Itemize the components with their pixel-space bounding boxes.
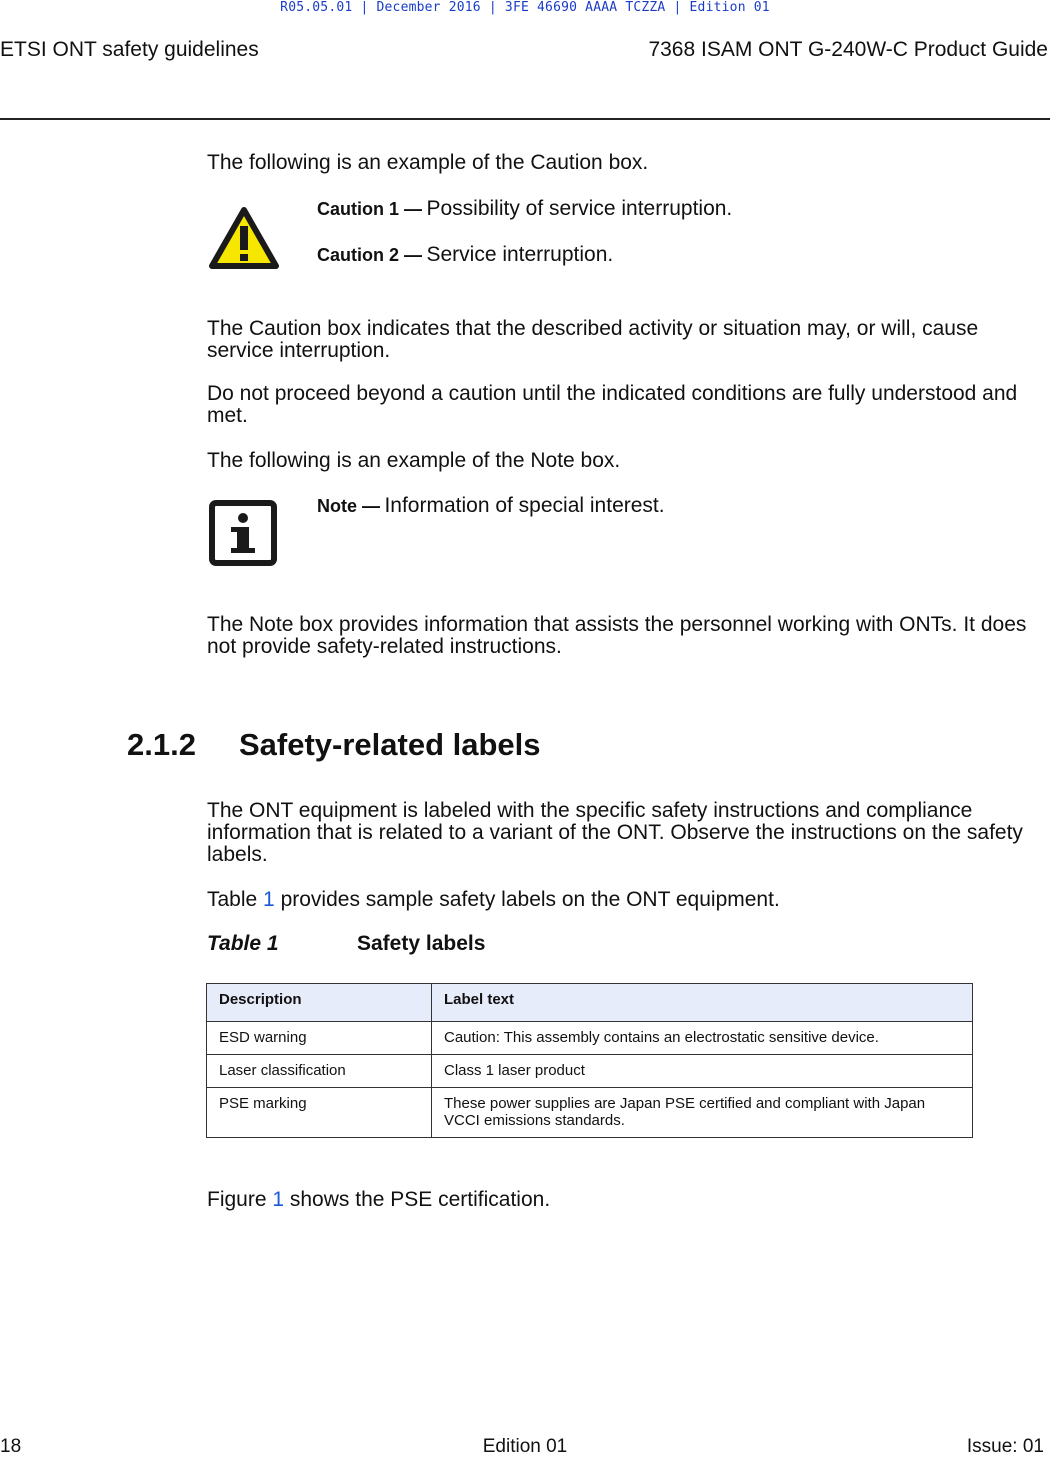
column-header-description: Description	[207, 984, 432, 1022]
caution-item-1	[317, 197, 732, 221]
caution-advice-paragraph: Do not proceed beyond a caution until the indicated conditions are fully understood and met.	[207, 382, 1018, 427]
table-row	[207, 1055, 973, 1088]
figure-ref-prefix: Figure	[207, 1188, 273, 1211]
table-row	[207, 1088, 973, 1138]
caution-intro-paragraph: The following is an example of the Caution box.	[207, 151, 649, 174]
section-heading	[127, 727, 541, 763]
footer-issue: Issue: 01	[966, 1436, 1044, 1457]
table-cell-label-text: These power supplies are Japan PSE certified and compliant with Japan VCCI emissions standards.	[432, 1088, 973, 1138]
caution-1-label: Caution 1 —	[317, 199, 423, 219]
column-header-label-text: Label text	[432, 984, 973, 1022]
section-intro-paragraph: The ONT equipment is labeled with the specific safety instructions and compliance information that is related to a variant of the ONT. Observe the instructions on the safety labels.	[207, 799, 1023, 866]
section-title: Safety-related labels	[239, 727, 541, 762]
table-ref-link[interactable]: 1	[263, 888, 275, 911]
note-text: Information of special interest.	[384, 494, 665, 517]
table-reference-paragraph	[207, 889, 1047, 911]
table-row	[207, 1022, 973, 1055]
table-header-row	[207, 984, 973, 1022]
header-chapter-title: ETSI ONT safety guidelines	[0, 38, 259, 61]
figure-ref-suffix: shows the PSE certification.	[284, 1188, 551, 1211]
caution-2-label: Caution 2 —	[317, 245, 423, 265]
caution-description-paragraph: The Caution box indicates that the described activity or situation may, or will, cause service interruption.	[207, 317, 979, 362]
table-cell-label-text: Class 1 laser product	[432, 1055, 973, 1088]
document-watermark: R05.05.01 | December 2016 | 3FE 46690 AAAA TCZZA | Edition 01	[280, 0, 770, 15]
table-ref-prefix: Table	[207, 888, 264, 911]
figure-reference-paragraph	[207, 1189, 1047, 1211]
footer-page-number: 18	[0, 1436, 22, 1457]
table-cell-description: ESD warning	[207, 1022, 432, 1055]
footer-edition: Edition 01	[482, 1436, 568, 1457]
table-ref-suffix: provides sample safety labels on the ONT equipment.	[274, 888, 780, 911]
caution-item-2	[317, 243, 613, 267]
warning-triangle-icon	[209, 206, 279, 275]
note-intro-paragraph: The following is an example of the Note box.	[207, 449, 621, 472]
table-caption-title: Safety labels	[357, 932, 486, 955]
table-caption-number: Table 1	[207, 932, 279, 955]
table-cell-label-text: Caution: This assembly contains an electrostatic sensitive device.	[432, 1022, 973, 1055]
table-cell-description: PSE marking	[207, 1088, 432, 1138]
caution-2-text: Service interruption.	[426, 243, 614, 266]
table-caption	[207, 932, 485, 956]
note-description-paragraph: The Note box provides information that assists the personnel working with ONTs. It does not provide safety-related instructions.	[207, 613, 1027, 658]
header-divider	[0, 118, 1050, 120]
figure-ref-link[interactable]: 1	[272, 1188, 285, 1211]
safety-labels-table	[206, 983, 973, 1138]
table-cell-description: Laser classification	[207, 1055, 432, 1088]
info-icon	[209, 500, 277, 571]
caution-1-text: Possibility of service interruption.	[426, 197, 733, 220]
note-label: Note —	[317, 496, 380, 516]
header-document-title: 7368 ISAM ONT G-240W-C Product Guide	[648, 38, 1048, 61]
section-number: 2.1.2	[127, 727, 196, 762]
note-item	[317, 494, 665, 518]
